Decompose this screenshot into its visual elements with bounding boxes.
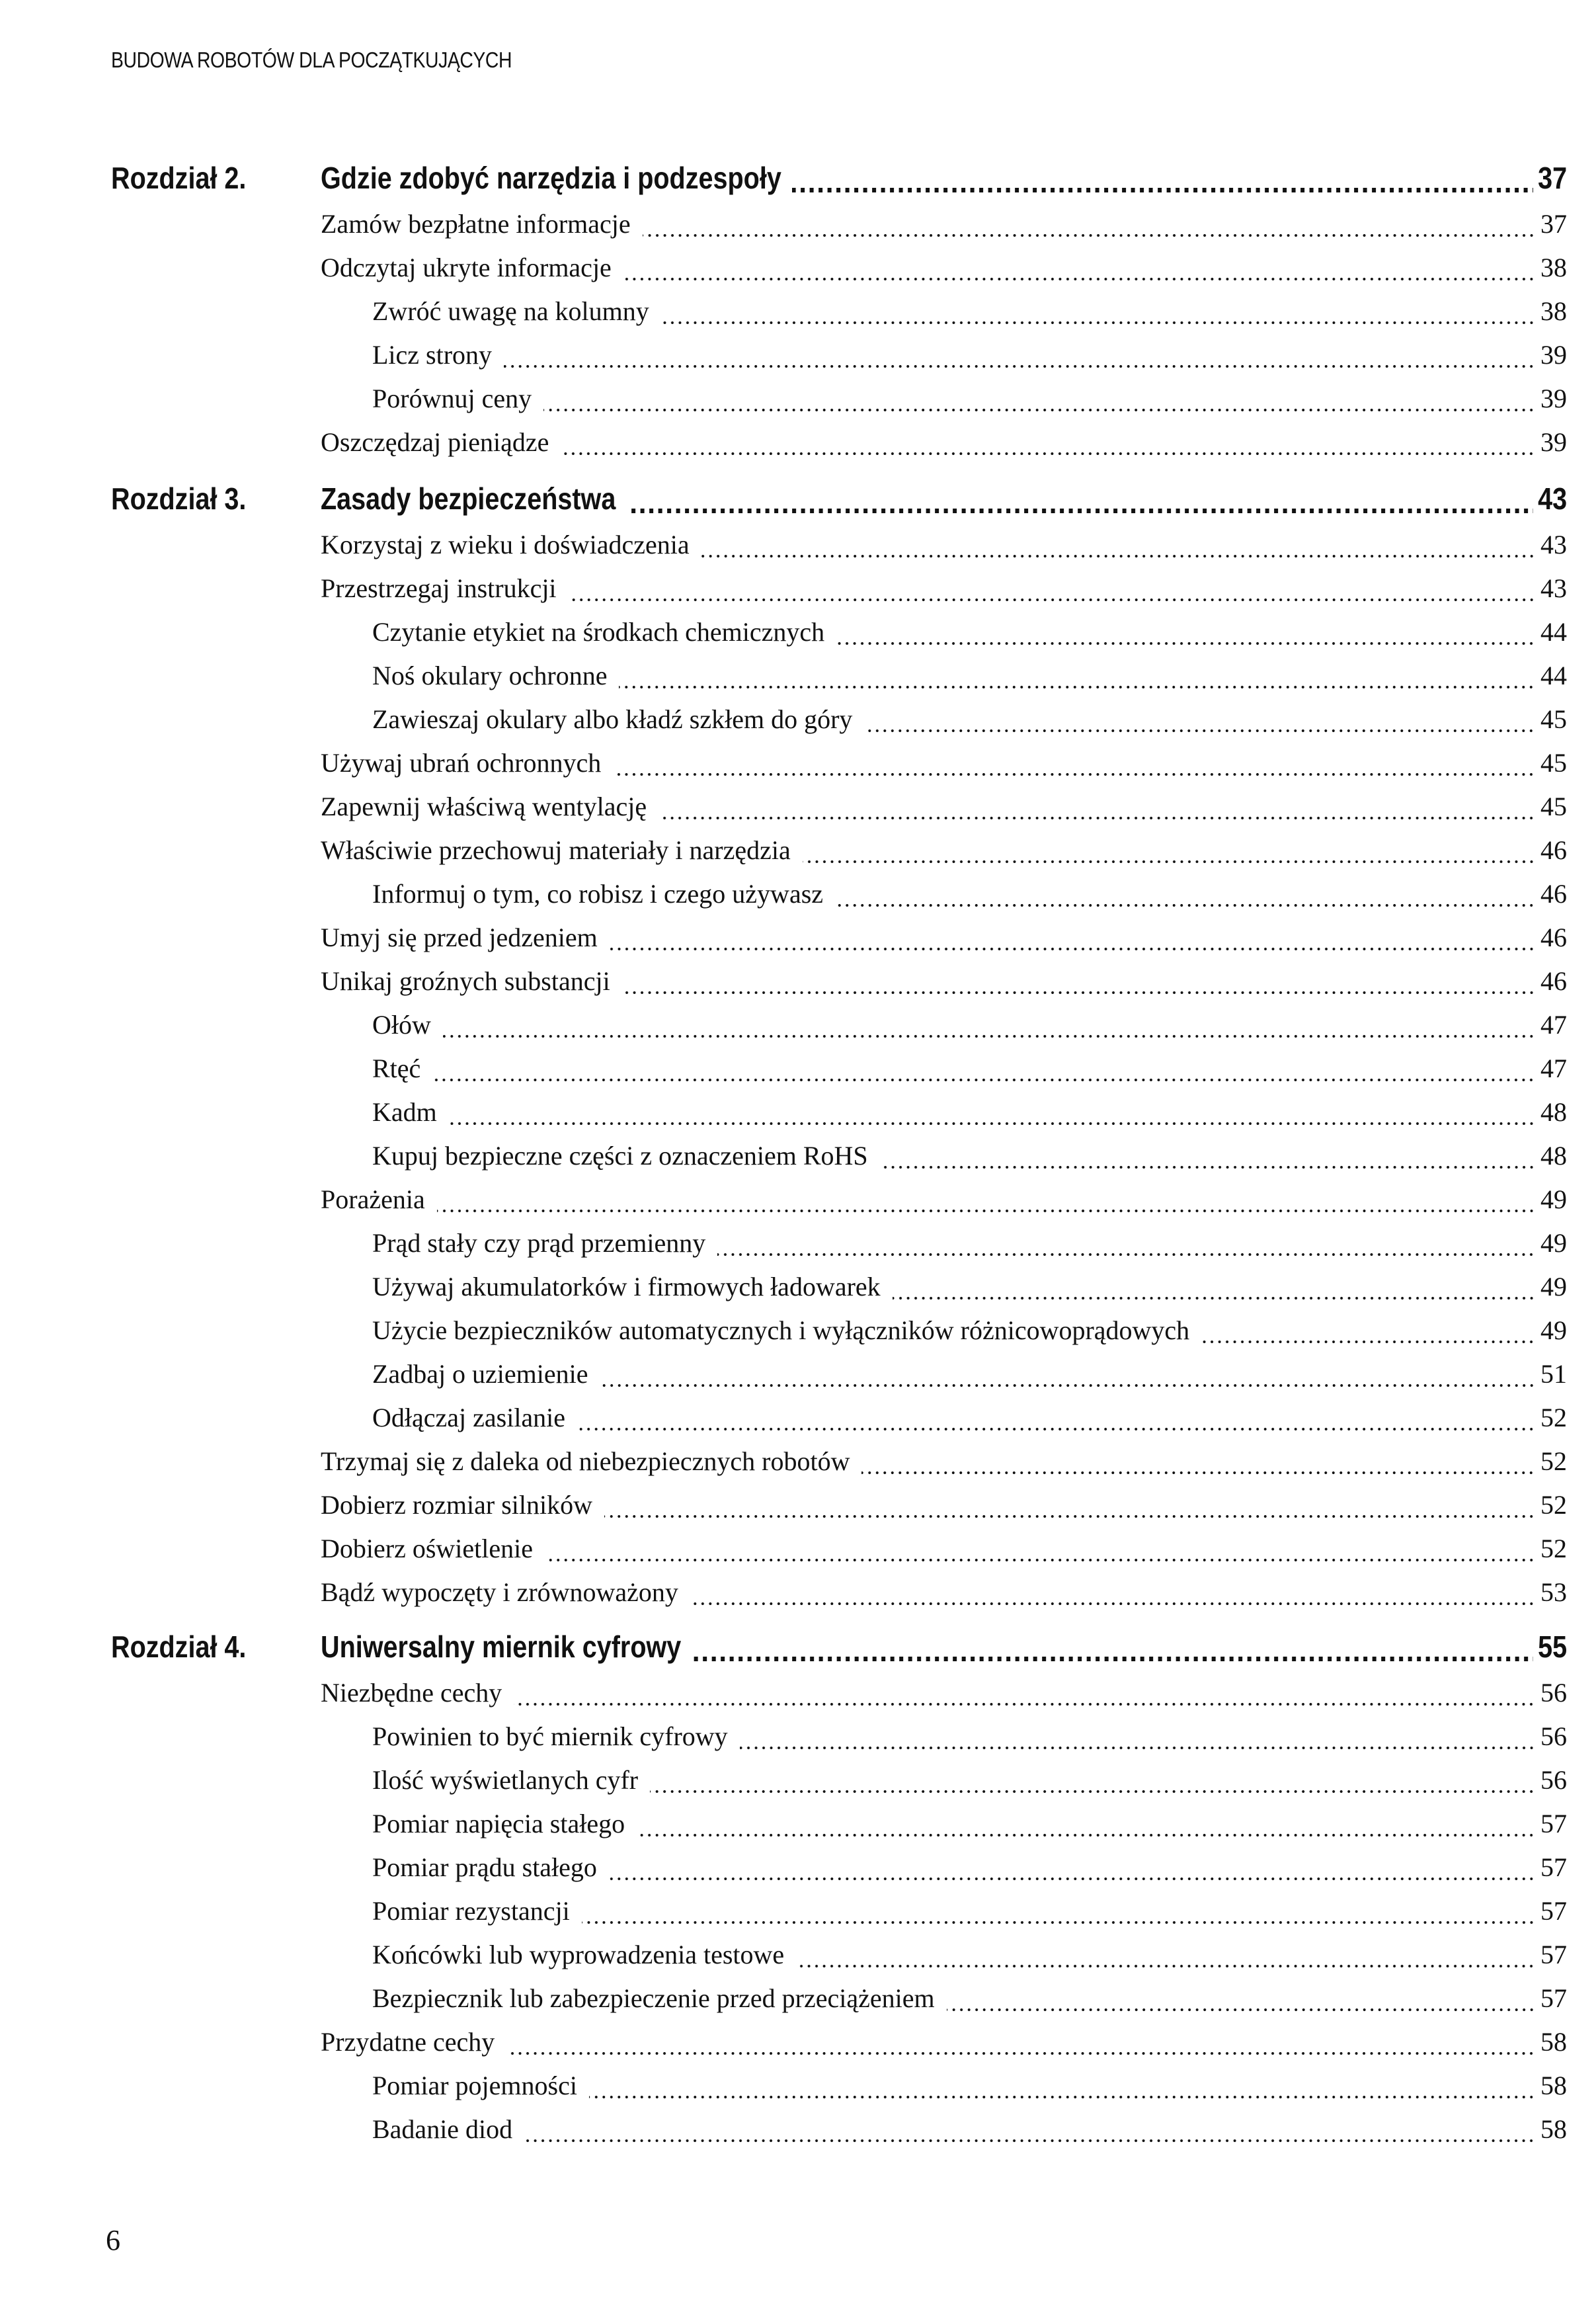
entry-page: 38 bbox=[1538, 296, 1567, 327]
toc-entry[interactable] bbox=[0, 1799, 1596, 1843]
dot-leader bbox=[506, 2052, 1535, 2055]
entry-title: Bądź wypoczęty i zrównoważony bbox=[321, 1577, 685, 1608]
dot-leader bbox=[582, 1921, 1535, 1924]
entry-page: 43 bbox=[1538, 529, 1567, 560]
entry-title: Bezpiecznik lub zabezpieczenie przed przeciążeniem bbox=[372, 1983, 941, 2014]
entry-page: 44 bbox=[1538, 616, 1567, 647]
dot-leader bbox=[792, 188, 1533, 192]
dot-leader bbox=[623, 278, 1535, 280]
toc-entry[interactable] bbox=[0, 739, 1596, 782]
entry-title: Zamów bezpłatne informacje bbox=[321, 208, 637, 239]
entry-page: 49 bbox=[1538, 1271, 1567, 1302]
entry-title: Odłączaj zasilanie bbox=[372, 1402, 572, 1433]
toc-entry[interactable] bbox=[0, 913, 1596, 957]
dot-leader bbox=[643, 234, 1535, 237]
entry-title: Dobierz rozmiar silników bbox=[321, 1489, 599, 1520]
entry-title: Niezbędne cechy bbox=[321, 1677, 508, 1708]
dot-leader bbox=[514, 1703, 1535, 1706]
dot-leader bbox=[600, 1384, 1535, 1387]
dot-leader bbox=[740, 1747, 1535, 1749]
chapter-label: Rozdział 3. bbox=[111, 481, 247, 516]
toc-entry[interactable] bbox=[0, 957, 1596, 1001]
entry-title: Używaj akumulatorków i firmowych ładowarek bbox=[372, 1271, 887, 1302]
toc-entry[interactable] bbox=[0, 870, 1596, 913]
entry-page: 39 bbox=[1538, 427, 1567, 458]
entry-page: 58 bbox=[1538, 2026, 1567, 2057]
toc-entry[interactable] bbox=[0, 2105, 1596, 2149]
dot-leader bbox=[880, 1166, 1535, 1169]
entry-title: Prąd stały czy prąd przemienny bbox=[372, 1227, 712, 1259]
dot-leader bbox=[432, 1079, 1535, 1081]
chapter-label: Rozdział 4. bbox=[111, 1630, 247, 1664]
dot-leader bbox=[692, 1657, 1533, 1661]
dot-leader bbox=[619, 686, 1535, 688]
entry-title: Gdzie zdobyć narzędzia i podzespoły bbox=[321, 160, 787, 196]
dot-leader bbox=[650, 1790, 1535, 1793]
chapter-title-row[interactable] bbox=[0, 156, 1596, 200]
toc-entry[interactable] bbox=[0, 1756, 1596, 1799]
dot-leader bbox=[796, 1965, 1535, 1967]
entry-page: 58 bbox=[1538, 2114, 1567, 2145]
entry-page: 47 bbox=[1538, 1053, 1567, 1084]
entry-title: Badanie diod bbox=[372, 2114, 519, 2145]
entry-page: 56 bbox=[1538, 1764, 1567, 1796]
chapter-title-row[interactable] bbox=[0, 1625, 1596, 1669]
toc-entry[interactable] bbox=[0, 2018, 1596, 2061]
toc-entry[interactable] bbox=[0, 826, 1596, 870]
entry-title: Kupuj bezpieczne części z oznaczeniem RoHS bbox=[372, 1140, 875, 1171]
entry-title: Użycie bezpieczników automatycznych i wyłączników różnicowoprądowych bbox=[372, 1315, 1196, 1346]
entry-title: Zasady bezpieczeństwa bbox=[321, 481, 621, 516]
entry-title: Końcówki lub wyprowadzenia testowe bbox=[372, 1939, 791, 1970]
entry-title: Zadbaj o uziemienie bbox=[372, 1358, 595, 1389]
entry-page: 43 bbox=[1536, 481, 1567, 516]
dot-leader bbox=[701, 555, 1535, 557]
entry-title: Pomiar napięcia stałego bbox=[372, 1808, 631, 1839]
chapter-title-row[interactable] bbox=[0, 477, 1596, 520]
dot-leader bbox=[622, 991, 1535, 994]
entry-page: 46 bbox=[1538, 878, 1567, 909]
dot-leader bbox=[569, 599, 1535, 601]
entry-title: Odczytaj ukryte informacje bbox=[321, 252, 618, 283]
dot-leader bbox=[604, 1515, 1535, 1518]
toc-entry[interactable] bbox=[0, 1930, 1596, 1974]
entry-page: 57 bbox=[1538, 1808, 1567, 1839]
entry-page: 48 bbox=[1538, 1096, 1567, 1128]
entry-title: Unikaj groźnych substancji bbox=[321, 966, 617, 997]
toc-entry[interactable] bbox=[0, 1306, 1596, 1350]
entry-page: 52 bbox=[1538, 1533, 1567, 1564]
toc-entry[interactable] bbox=[0, 1974, 1596, 2018]
dot-leader bbox=[861, 1471, 1535, 1474]
entry-title: Powinien to być miernik cyfrowy bbox=[372, 1721, 735, 1752]
entry-title: Porażenia bbox=[321, 1184, 432, 1215]
toc-entry[interactable] bbox=[0, 2061, 1596, 2105]
toc-entry[interactable] bbox=[0, 243, 1596, 287]
toc-entry[interactable] bbox=[0, 1843, 1596, 1887]
dot-leader bbox=[637, 1834, 1535, 1837]
entry-page: 45 bbox=[1538, 704, 1567, 735]
entry-page: 56 bbox=[1538, 1721, 1567, 1752]
chapter-label: Rozdział 2. bbox=[111, 161, 247, 195]
entry-page: 46 bbox=[1538, 922, 1567, 953]
dot-leader bbox=[437, 1210, 1535, 1212]
entry-page: 53 bbox=[1538, 1577, 1567, 1608]
dot-leader bbox=[449, 1122, 1535, 1125]
page-number: 6 bbox=[106, 2224, 120, 2256]
toc-entry[interactable] bbox=[0, 608, 1596, 651]
dot-leader bbox=[717, 1253, 1535, 1256]
entry-title: Licz strony bbox=[372, 339, 499, 370]
toc-entry[interactable] bbox=[0, 782, 1596, 826]
dot-leader bbox=[504, 365, 1535, 368]
toc-entry[interactable] bbox=[0, 1712, 1596, 1756]
entry-title: Trzymaj się z daleka od niebezpiecznych robotów bbox=[321, 1446, 856, 1477]
entry-page: 56 bbox=[1538, 1677, 1567, 1708]
toc-entry[interactable] bbox=[0, 1219, 1596, 1262]
toc-entry[interactable] bbox=[0, 1088, 1596, 1132]
toc-entry[interactable] bbox=[0, 1132, 1596, 1175]
entry-page: 46 bbox=[1538, 835, 1567, 866]
toc-entry[interactable] bbox=[0, 1350, 1596, 1393]
dot-leader bbox=[947, 2008, 1535, 2011]
entry-page: 52 bbox=[1538, 1402, 1567, 1433]
entry-title: Zawieszaj okulary albo kładź szkłem do góry bbox=[372, 704, 859, 735]
entry-title: Oszczędzaj pieniądze bbox=[321, 427, 555, 458]
entry-page: 51 bbox=[1538, 1358, 1567, 1389]
entry-page: 52 bbox=[1538, 1489, 1567, 1520]
entry-page: 44 bbox=[1538, 660, 1567, 691]
toc-entry[interactable] bbox=[0, 1437, 1596, 1481]
dot-leader bbox=[545, 1559, 1535, 1561]
entry-page: 49 bbox=[1538, 1315, 1567, 1346]
toc-entry[interactable] bbox=[0, 200, 1596, 243]
entry-title: Ołów bbox=[372, 1009, 438, 1040]
dot-leader bbox=[610, 948, 1535, 950]
entry-page: 57 bbox=[1538, 1983, 1567, 2014]
dot-leader bbox=[589, 2096, 1535, 2098]
dot-leader bbox=[835, 904, 1535, 907]
entry-title: Pomiar prądu stałego bbox=[372, 1852, 604, 1883]
dot-leader bbox=[893, 1297, 1535, 1300]
entry-page: 58 bbox=[1538, 2070, 1567, 2101]
toc-entry[interactable] bbox=[0, 520, 1596, 564]
entry-title: Pomiar rezystancji bbox=[372, 1895, 577, 1926]
entry-page: 39 bbox=[1538, 383, 1567, 414]
dot-leader bbox=[690, 1602, 1535, 1605]
entry-page: 45 bbox=[1538, 791, 1567, 822]
entry-title: Pomiar pojemności bbox=[372, 2070, 584, 2101]
entry-page: 57 bbox=[1538, 1895, 1567, 1926]
entry-page: 55 bbox=[1536, 1629, 1567, 1665]
toc-entry[interactable] bbox=[0, 1887, 1596, 1930]
entry-title: Rtęć bbox=[372, 1053, 427, 1084]
entry-title: Kadm bbox=[372, 1096, 444, 1128]
entry-title: Dobierz oświetlenie bbox=[321, 1533, 539, 1564]
toc-entry[interactable] bbox=[0, 1481, 1596, 1524]
entry-page: 52 bbox=[1538, 1446, 1567, 1477]
dot-leader bbox=[524, 2139, 1535, 2142]
toc-entry[interactable] bbox=[0, 1669, 1596, 1712]
entry-page: 49 bbox=[1538, 1227, 1567, 1259]
entry-page: 47 bbox=[1538, 1009, 1567, 1040]
dot-leader bbox=[661, 321, 1535, 324]
dot-leader bbox=[864, 729, 1535, 732]
entry-title: Przestrzegaj instrukcji bbox=[321, 573, 563, 604]
entry-page: 45 bbox=[1538, 747, 1567, 778]
entry-page: 38 bbox=[1538, 252, 1567, 283]
toc-entry[interactable] bbox=[0, 1393, 1596, 1437]
entry-title: Zapewnij właściwą wentylację bbox=[321, 791, 653, 822]
entry-title: Umyj się przed jedzeniem bbox=[321, 922, 604, 953]
dot-leader bbox=[577, 1428, 1535, 1430]
dot-leader bbox=[543, 409, 1535, 411]
toc-entry[interactable] bbox=[0, 374, 1596, 418]
dot-leader bbox=[561, 452, 1535, 455]
dot-leader bbox=[836, 642, 1535, 645]
entry-title: Informuj o tym, co robisz i czego używasz bbox=[372, 878, 830, 909]
dot-leader bbox=[443, 1035, 1535, 1038]
toc-entry[interactable] bbox=[0, 1044, 1596, 1088]
dot-leader bbox=[627, 509, 1533, 513]
entry-page: 57 bbox=[1538, 1939, 1567, 1970]
dot-leader bbox=[609, 1878, 1535, 1880]
dot-leader bbox=[613, 773, 1535, 776]
entry-title: Korzystaj z wieku i doświadczenia bbox=[321, 529, 696, 560]
dot-leader bbox=[658, 817, 1535, 819]
toc-entry[interactable] bbox=[0, 1262, 1596, 1306]
toc-entry[interactable] bbox=[0, 695, 1596, 739]
toc-entry[interactable] bbox=[0, 1568, 1596, 1612]
entry-title: Ilość wyświetlanych cyfr bbox=[372, 1764, 645, 1796]
entry-title: Czytanie etykiet na środkach chemicznych bbox=[372, 616, 831, 647]
toc-entry[interactable] bbox=[0, 331, 1596, 374]
toc-entry[interactable] bbox=[0, 1001, 1596, 1044]
toc-entry[interactable] bbox=[0, 418, 1596, 462]
entry-title: Porównuj ceny bbox=[372, 383, 538, 414]
entry-page: 49 bbox=[1538, 1184, 1567, 1215]
entry-page: 37 bbox=[1538, 208, 1567, 239]
toc-entry[interactable] bbox=[0, 651, 1596, 695]
entry-page: 48 bbox=[1538, 1140, 1567, 1171]
entry-title: Używaj ubrań ochronnych bbox=[321, 747, 608, 778]
entry-title: Właściwie przechowuj materiały i narzędzia bbox=[321, 835, 797, 866]
entry-page: 57 bbox=[1538, 1852, 1567, 1883]
dot-leader bbox=[803, 860, 1535, 863]
toc-entry[interactable] bbox=[0, 287, 1596, 331]
entry-title: Noś okulary ochronne bbox=[372, 660, 614, 691]
running-head: BUDOWA ROBOTÓW DLA POCZĄTKUJĄCYCH bbox=[111, 48, 512, 72]
entry-page: 46 bbox=[1538, 966, 1567, 997]
entry-title: Uniwersalny miernik cyfrowy bbox=[321, 1629, 687, 1665]
entry-page: 43 bbox=[1538, 573, 1567, 604]
toc-entry[interactable] bbox=[0, 564, 1596, 608]
entry-title: Zwróć uwagę na kolumny bbox=[372, 296, 656, 327]
toc-entry[interactable] bbox=[0, 1524, 1596, 1568]
entry-page: 39 bbox=[1538, 339, 1567, 370]
entry-page: 37 bbox=[1536, 160, 1567, 196]
dot-leader bbox=[1201, 1341, 1535, 1343]
entry-title: Przydatne cechy bbox=[321, 2026, 501, 2057]
toc-entry[interactable] bbox=[0, 1175, 1596, 1219]
